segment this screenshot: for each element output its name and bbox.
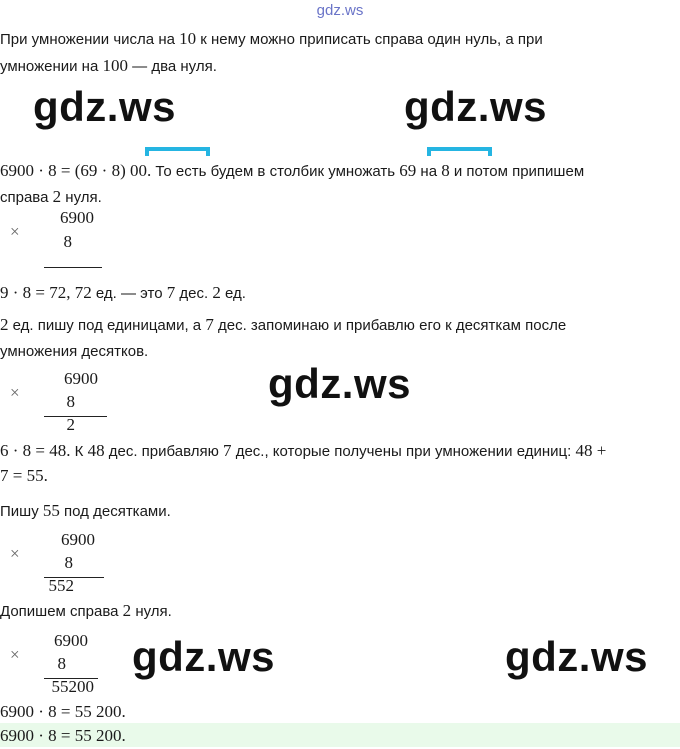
math-number: 55 bbox=[42, 501, 60, 520]
text: ед. bbox=[220, 285, 246, 302]
text: и потом припишем bbox=[449, 163, 585, 180]
column-multiplier: 8 bbox=[57, 654, 66, 673]
highlight-bracket bbox=[427, 147, 492, 156]
watermark: gdz.ws bbox=[404, 83, 548, 130]
math-number: 2 bbox=[52, 187, 62, 206]
text: При умножении числа на bbox=[0, 31, 180, 48]
math-number: 69 bbox=[399, 161, 417, 180]
text: дес., которые получены при умножении единиц: bbox=[231, 443, 576, 460]
math-number: 2 bbox=[212, 283, 221, 302]
step-6-line-1 bbox=[0, 600, 172, 623]
text: — два нуля. bbox=[127, 58, 217, 75]
column-multiplier: 8 bbox=[63, 232, 72, 251]
math-number: 100 bbox=[102, 56, 128, 75]
answer-text: 6900 · 8 = 55 200. bbox=[0, 726, 126, 745]
text: ед. — это bbox=[91, 285, 167, 302]
step-4-line-2 bbox=[0, 465, 48, 488]
highlight-bracket bbox=[145, 147, 210, 156]
multiply-sign: × bbox=[10, 544, 20, 563]
text: к нему можно приписать справа один нуль, а при bbox=[196, 31, 543, 48]
column-result: 552 bbox=[48, 576, 74, 595]
multiply-sign: × bbox=[10, 383, 20, 402]
math-number: 7 bbox=[166, 283, 176, 302]
site-header-link[interactable]: gdz.ws bbox=[316, 2, 364, 19]
text: дес. запоминаю и прибавлю его к десяткам после bbox=[213, 317, 567, 334]
intro-line-2 bbox=[0, 55, 217, 78]
column-result: 55200 bbox=[51, 677, 94, 696]
text: ед. пишу под единицами, а bbox=[8, 317, 206, 334]
text: Допишем справа bbox=[0, 603, 123, 620]
math-expression: 6900 · 8 = (69 · 8) 00. bbox=[0, 161, 152, 180]
math-number: 7 bbox=[205, 315, 214, 334]
math-expression: 7 = 55. bbox=[0, 466, 48, 485]
multiply-sign: × bbox=[10, 645, 20, 664]
text: К bbox=[70, 443, 88, 460]
watermark: gdz.ws bbox=[33, 83, 177, 130]
conclusion: 6900 · 8 = 55 200. bbox=[0, 702, 126, 721]
column-multiplier: 8 bbox=[64, 553, 73, 572]
column-result: 2 bbox=[66, 415, 75, 434]
step-1-line-2 bbox=[0, 186, 102, 209]
math-number: 7 bbox=[223, 441, 232, 460]
column-multiplicand: 6900 bbox=[60, 208, 94, 227]
text: дес. прибавляю bbox=[104, 443, 224, 460]
text: умножения десятков. bbox=[0, 343, 149, 360]
text: на bbox=[416, 163, 442, 180]
step-4-line-1 bbox=[0, 440, 606, 463]
text: справа bbox=[0, 189, 53, 206]
step-1-line-1 bbox=[0, 160, 584, 183]
text: нуля. bbox=[61, 189, 102, 206]
watermark: gdz.ws bbox=[268, 360, 412, 407]
column-multiplicand: 6900 bbox=[54, 631, 88, 650]
math-number: 48 bbox=[87, 441, 105, 460]
intro-line-1 bbox=[0, 28, 543, 51]
step-3-line-1 bbox=[0, 314, 566, 337]
step-2-line-1 bbox=[0, 282, 246, 305]
watermark: gdz.ws bbox=[132, 633, 276, 680]
math-number: 2 bbox=[0, 315, 9, 334]
step-5-line-1 bbox=[0, 500, 171, 523]
math-expression: 48 + bbox=[575, 441, 607, 460]
step-3-line-2 bbox=[0, 341, 148, 363]
math-number: 10 bbox=[179, 29, 197, 48]
text: нуля. bbox=[131, 603, 172, 620]
watermark: gdz.ws bbox=[505, 633, 649, 680]
text: умножении на bbox=[0, 58, 103, 75]
math-expression: 9 · 8 = 72, 72 bbox=[0, 283, 92, 302]
math-number: 8 bbox=[441, 161, 450, 180]
math-number: 2 bbox=[122, 601, 132, 620]
multiply-sign: × bbox=[10, 222, 20, 241]
column-multiplier: 8 bbox=[66, 392, 75, 411]
text: под десятками. bbox=[59, 503, 171, 520]
text: Пишу bbox=[0, 503, 43, 520]
text: дес. bbox=[175, 285, 213, 302]
math-expression: 6 · 8 = 48. bbox=[0, 441, 71, 460]
text: То есть будем в столбик умножать bbox=[151, 163, 400, 180]
column-multiplicand: 6900 bbox=[64, 369, 98, 388]
column-multiplicand: 6900 bbox=[61, 530, 95, 549]
column-rule bbox=[44, 267, 102, 268]
